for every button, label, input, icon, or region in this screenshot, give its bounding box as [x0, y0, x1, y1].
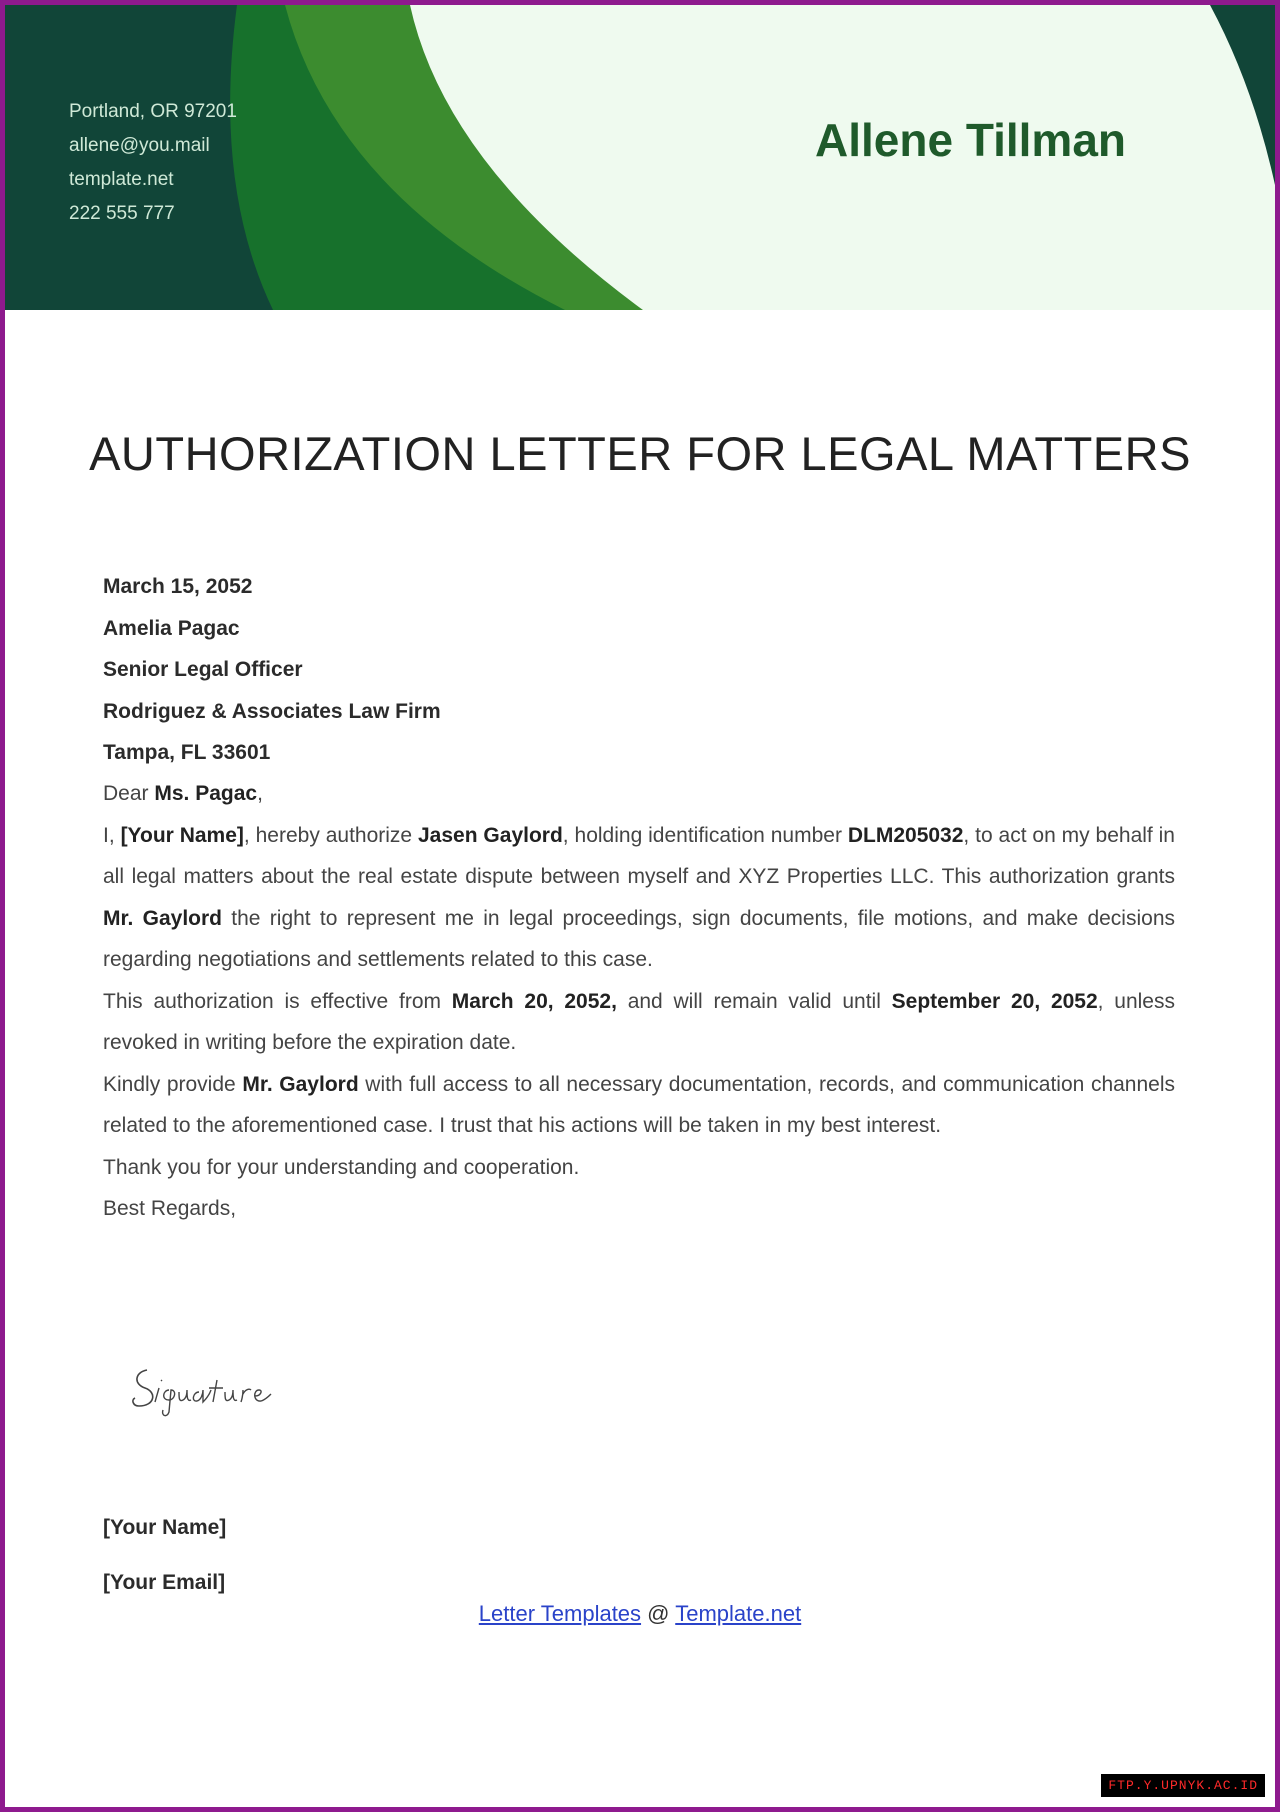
letter-templates-link[interactable]: Letter Templates	[478, 1601, 642, 1626]
recipient-city: Tampa, FL 33601	[103, 741, 271, 764]
p2-text: and will remain valid until	[627, 989, 881, 1013]
signature-image	[125, 1350, 305, 1420]
sender-name: Allene Tillman	[815, 114, 1127, 166]
paragraph-thanks: Thank you for your understanding and cooperation.	[103, 1155, 580, 1179]
p1-text: I,	[103, 823, 115, 847]
signoff-email: [Your Email]	[103, 1571, 226, 1594]
closing: Best Regards,	[103, 1197, 237, 1220]
watermark-badge: FTP.Y.UPNYK.AC.ID	[1101, 1774, 1265, 1797]
recipient-block	[103, 566, 441, 774]
signoff-name: [Your Name]	[103, 1516, 227, 1539]
p1-text: , holding identification number	[562, 823, 842, 847]
p1-id-number: DLM205032	[847, 823, 964, 847]
footer	[5, 1601, 1275, 1627]
p1-agent-name: Jasen Gaylord	[418, 823, 563, 847]
p3-text: Kindly provide	[103, 1072, 236, 1096]
p2-end-date: September 20, 2052	[891, 989, 1098, 1013]
p1-text: the right to represent me in legal proceedings, sign documents, file motions, and make decisions regarding negotiations and settlements related to this case.	[103, 906, 1176, 971]
letter-title: AUTHORIZATION LETTER FOR LEGAL MATTERS	[89, 427, 1191, 480]
signoff-block	[103, 1500, 226, 1610]
salutation-dear: Dear	[103, 782, 149, 805]
paragraph-authorization	[103, 815, 1175, 981]
template-net-link[interactable]: Template.net	[675, 1601, 802, 1626]
p3-agent-short: Mr. Gaylord	[242, 1072, 359, 1096]
letter-page	[5, 5, 1275, 1807]
recipient-name: Amelia Pagac	[103, 616, 240, 640]
salutation-comma: ,	[257, 782, 263, 805]
recipient-position: Senior Legal Officer	[103, 658, 303, 681]
footer-separator: @	[647, 1601, 670, 1626]
recipient-company: Rodriguez & Associates Law Firm	[103, 699, 441, 723]
p1-your-name: [Your Name]	[120, 823, 244, 847]
p1-text: , to act on my behalf in all legal matters about the real estate dispute between myself and XYZ Properties LLC. This authorization grants	[103, 823, 1175, 888]
salutation	[103, 773, 1175, 815]
contact-email: allene@you.mail	[69, 135, 210, 156]
letter-body	[103, 773, 1175, 1230]
contact-website: template.net	[69, 169, 174, 190]
salutation-name: Ms. Pagac	[154, 782, 258, 805]
contact-phone: 222 555 777	[69, 203, 175, 224]
paragraph-validity	[103, 981, 1175, 1064]
p2-text: This authorization is effective from	[103, 989, 441, 1013]
letter-date: March 15, 2052	[103, 575, 253, 598]
letterhead	[5, 5, 1275, 310]
contact-info	[69, 95, 237, 231]
p3-text: with full access to all necessary documentation, records, and communication channels related to the aforementioned case. I trust that his actions will be taken in my best interest.	[103, 1072, 1176, 1137]
p2-start-date: March 20, 2052,	[451, 989, 617, 1013]
p2-text: , unless revoked in writing before the expiration date.	[103, 989, 1175, 1054]
contact-address: Portland, OR 97201	[69, 101, 237, 122]
paragraph-access	[103, 1064, 1175, 1147]
p1-text: , hereby authorize	[243, 823, 413, 847]
p1-agent-short: Mr. Gaylord	[103, 906, 222, 930]
